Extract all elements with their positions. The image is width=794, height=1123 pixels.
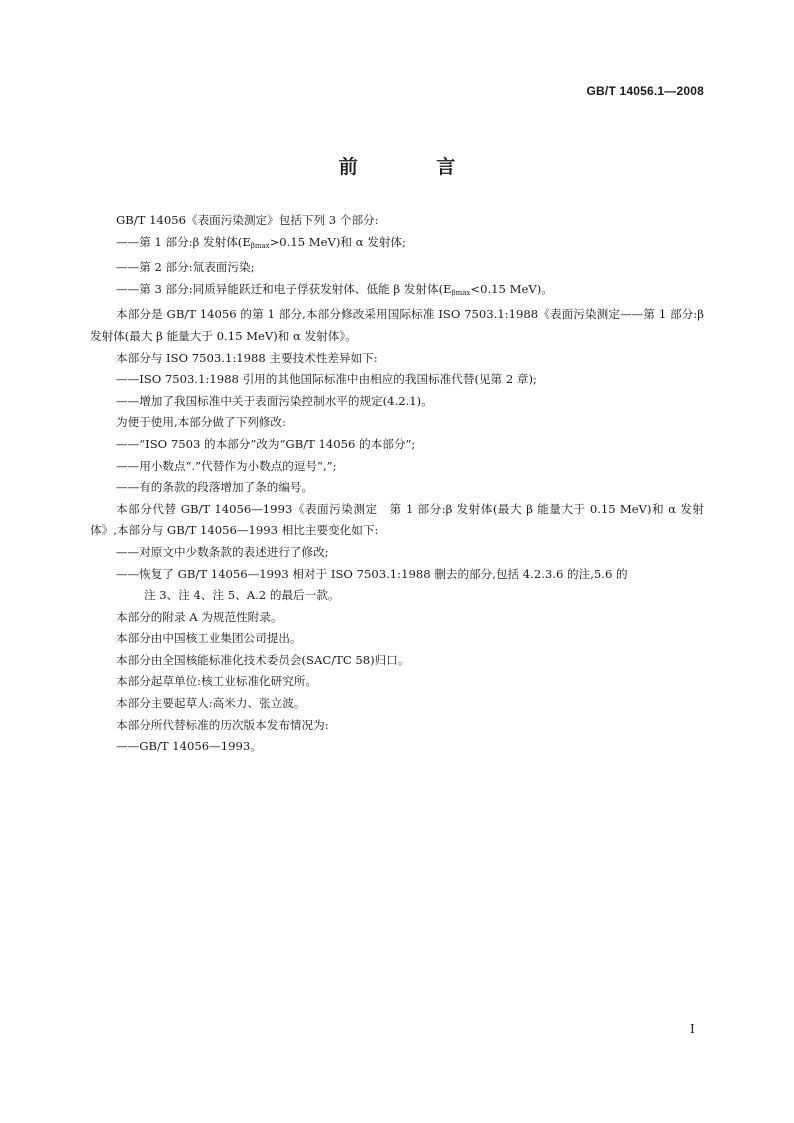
list-item-part-1-suffix: >0.15 MeV)和 α 发射体; — [269, 234, 406, 249]
paragraph-annex: 本部分的附录 A 为规范性附录。 — [116, 609, 283, 624]
paragraph-history: 本部分所代替标准的历次版本发布情况为: — [116, 717, 329, 732]
list-item-part-1-prefix: ——第 1 部分:β 发射体(E — [116, 234, 251, 249]
page-title: 前 言 — [338, 156, 492, 178]
paragraph-adoption: 本部分是 GB/T 14056 的第 1 部分,本部分修改采用国际标准 ISO 7503.1:1988《表面污染测定——第 1 部分:β 发射体(最大 β 能量大于 0.15 MeV)和 α 发射体》。 — [90, 307, 704, 343]
list-item-difference-2: ——增加了我国标准中关于表面污染控制水平的规定(4.2.1)。 — [116, 393, 433, 408]
list-item-change-2-continued: 注 3、注 4、注 5、A.2 的最后一款。 — [144, 588, 340, 603]
paragraph-replacement: 本部分代替 GB/T 14056—1993《表面污染测定 第 1 部分:β 发射体(最大 β 能量大于 0.15 MeV)和 α 发射体》,本部分与 GB/T 14056—1993 相比主要变化如下: — [90, 501, 704, 538]
list-item-change-1: ——对原文中少数条款的表述进行了修改; — [116, 544, 329, 559]
list-item-modification-1: ——“ISO 7503 的本部分”改为“GB/T 14056 的本部分”; — [116, 436, 416, 451]
list-item-modification-3: ——有的条款的段落增加了条的编号。 — [116, 480, 314, 495]
paragraph-intro: GB/T 14056《表面污染测定》包括下列 3 个部分: — [116, 213, 379, 227]
paragraph-differences: 本部分与 ISO 7503.1:1988 主要技术性差异如下: — [116, 350, 378, 365]
paragraph-drafters: 本部分主要起草人:高米力、张立波。 — [116, 696, 306, 711]
list-item-part-3-prefix: ——第 3 部分:同质异能跃迁和电子俘获发射体、低能 β 发射体(E — [116, 281, 452, 296]
list-item-difference-1: ——ISO 7503.1:1988 引用的其他国际标准中由相应的我国标准代替(见第 2 章); — [116, 372, 537, 387]
paragraph-modifications: 为便于使用,本部分做了下列修改: — [116, 415, 286, 430]
page-number: I — [690, 1022, 695, 1036]
beta-max-subscript: βmax — [250, 241, 270, 250]
list-item-change-2: ——恢复了 GB/T 14056—1993 相对于 ISO 7503.1:1988 删去的部分,包括 4.2.3.6 的注,5.6 的 — [116, 566, 628, 581]
paragraph-proposer: 本部分由中国核工业集团公司提出。 — [116, 631, 302, 646]
list-item-part-3-suffix: <0.15 MeV)。 — [470, 281, 553, 296]
list-item-modification-2: ——用小数点“.”代替作为小数点的逗号“,”; — [116, 458, 337, 473]
list-item-part-1 — [90, 232, 704, 258]
list-item-part-2: ——第 2 部分:氚表面污染; — [116, 260, 255, 275]
list-item-history-1: ——GB/T 14056—1993。 — [116, 739, 262, 754]
list-item-part-3 — [90, 279, 704, 305]
paragraph-drafting-unit: 本部分起草单位:核工业标准化研究所。 — [116, 674, 318, 689]
paragraph-committee: 本部分由全国核能标准化技术委员会(SAC/TC 58)归口。 — [116, 652, 410, 667]
foreword-body — [90, 210, 704, 758]
standard-number-header: GB/T 14056.1—2008 — [586, 84, 704, 98]
beta-max-subscript: βmax — [451, 288, 471, 297]
